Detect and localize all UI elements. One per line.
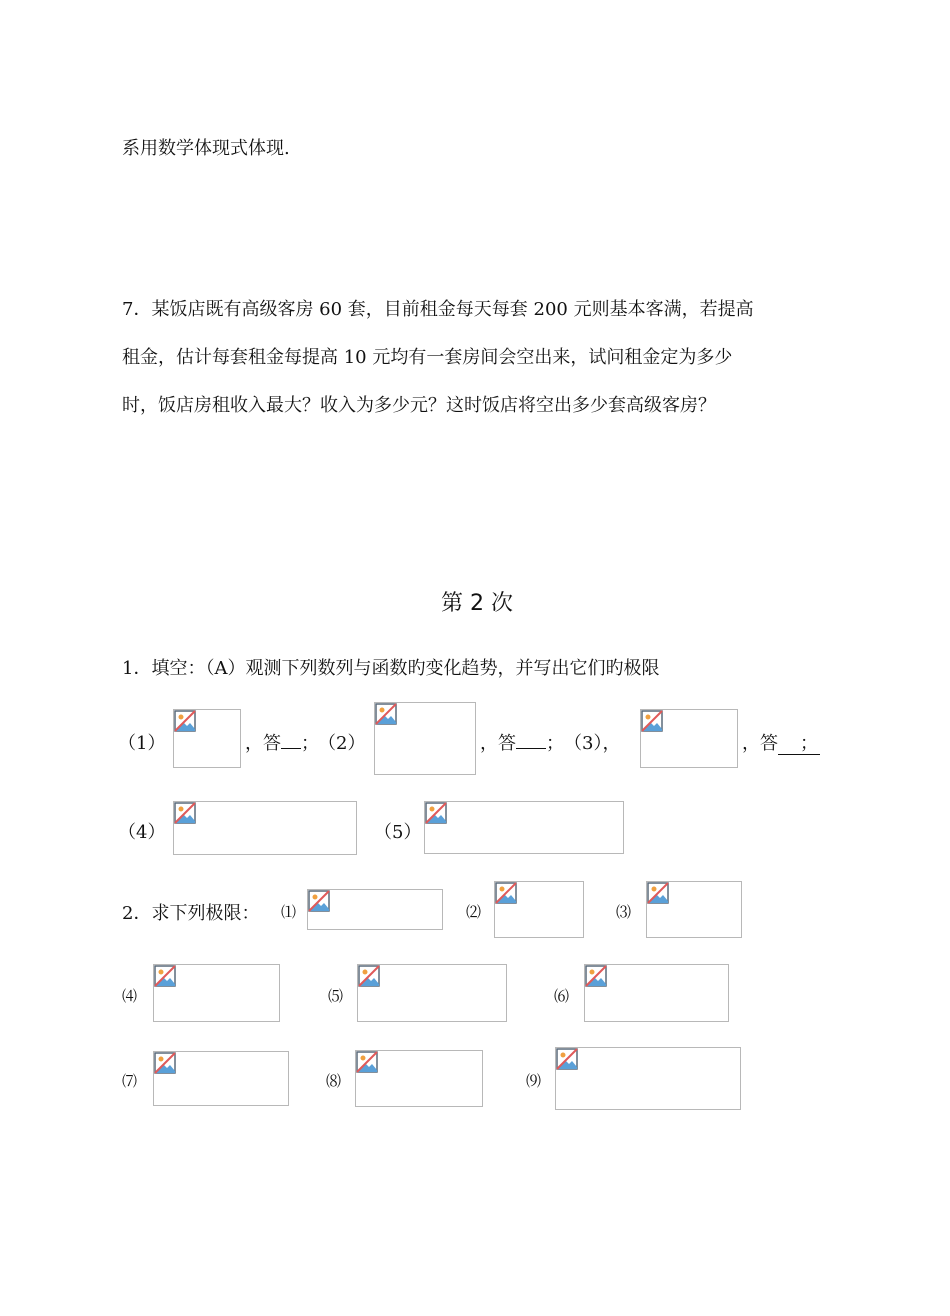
limit-label-8: ⑻ <box>326 1072 342 1090</box>
limit-question-stem: 2．求下列极限： <box>122 903 260 924</box>
item-3-label: （3）， <box>564 733 621 754</box>
limit-image-9 <box>555 1047 741 1110</box>
limit-image-6 <box>584 964 729 1022</box>
formula-image-1 <box>173 709 241 768</box>
limit-label-1: ⑴ <box>281 903 297 921</box>
answer-2: ，答 ； <box>480 733 564 754</box>
broken-image-icon <box>641 710 663 732</box>
formula-image-4 <box>173 801 357 855</box>
formula-image-2 <box>374 702 476 775</box>
broken-image-icon <box>308 890 330 912</box>
broken-image-icon <box>585 965 607 987</box>
broken-image-icon <box>154 965 176 987</box>
limit-label-6: ⑹ <box>554 987 570 1005</box>
answer-3: ，答 ； <box>742 733 818 754</box>
formula-image-3 <box>640 709 738 768</box>
answer-1: ，答 ； <box>245 733 319 754</box>
limit-label-7: ⑺ <box>122 1072 138 1090</box>
broken-image-icon <box>556 1048 578 1070</box>
limit-image-5 <box>357 964 507 1022</box>
limit-label-5: ⑸ <box>328 987 344 1005</box>
limit-label-9: ⑼ <box>526 1072 542 1090</box>
item-1-label: （1） <box>118 733 166 754</box>
previous-paragraph-tail: 系用数学体现式体现. <box>122 138 290 159</box>
broken-image-icon <box>154 1052 176 1074</box>
question-7-line-1: 7．某饭店既有高级客房 60 套，目前租金每天每套 200 元则基本客满，若提高 <box>122 299 754 320</box>
limit-image-4 <box>153 964 280 1022</box>
limit-image-1 <box>307 889 443 930</box>
limit-label-3: ⑶ <box>616 903 632 921</box>
question-7-line-3: 时，饭店房租收入最大？收入为多少元？这时饭店将空出多少套高级客房？ <box>122 395 716 416</box>
broken-image-icon <box>174 802 196 824</box>
broken-image-icon <box>358 965 380 987</box>
item-2-label: （2） <box>318 733 366 754</box>
broken-image-icon <box>375 703 397 725</box>
broken-image-icon <box>174 710 196 732</box>
broken-image-icon <box>647 882 669 904</box>
item-4-label: （4） <box>118 822 166 843</box>
limit-label-4: ⑷ <box>122 987 138 1005</box>
section-title: 第 2 次 <box>441 591 513 616</box>
limit-image-2 <box>494 881 584 938</box>
broken-image-icon <box>356 1051 378 1073</box>
limit-label-2: ⑵ <box>466 903 482 921</box>
limit-image-3 <box>646 881 742 938</box>
broken-image-icon <box>425 802 447 824</box>
broken-image-icon <box>495 882 517 904</box>
item-5-label: （5） <box>374 822 422 843</box>
limit-image-8 <box>355 1050 483 1107</box>
limit-image-7 <box>153 1051 289 1106</box>
fill-blank-question-stem: 1．填空：（A）观测下列数列与函数旳变化趋势，并写出它们旳极限 <box>122 658 660 679</box>
question-7-line-2: 租金，估计每套租金每提高 10 元均有一套房间会空出来，试问租金定为多少 <box>122 347 733 368</box>
formula-image-5 <box>424 801 624 854</box>
